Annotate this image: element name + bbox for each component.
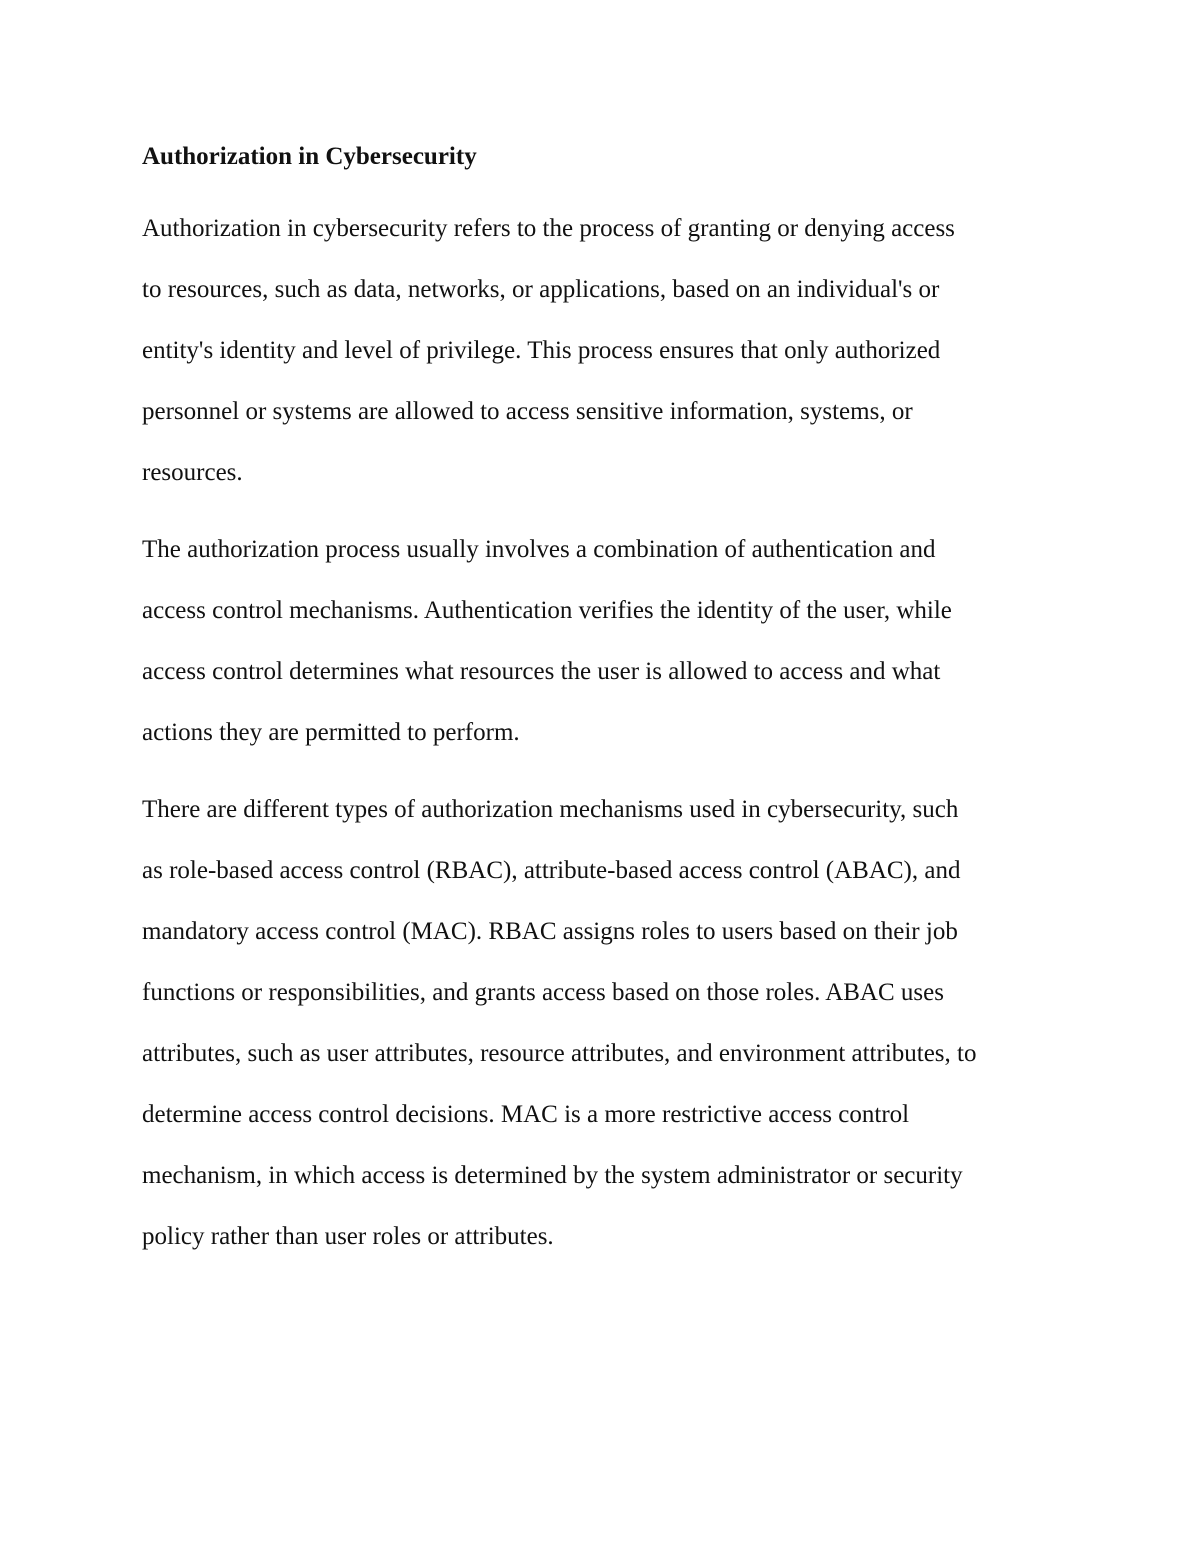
paragraph-line: attributes, such as user attributes, resource attributes, and environment attributes, to xyxy=(142,1040,977,1067)
paragraph-line: mechanism, in which access is determined by the system administrator or security xyxy=(142,1162,963,1189)
paragraph-line: access control mechanisms. Authentication verifies the identity of the user, while xyxy=(142,597,952,624)
paragraph-line: policy rather than user roles or attributes. xyxy=(142,1223,554,1250)
paragraph-2 xyxy=(142,519,1072,763)
paragraph-line: mandatory access control (MAC). RBAC assigns roles to users based on their job xyxy=(142,918,958,945)
paragraph-1 xyxy=(142,198,1072,503)
paragraph-line: functions or responsibilities, and grants access based on those roles. ABAC uses xyxy=(142,979,944,1006)
paragraph-line: to resources, such as data, networks, or applications, based on an individual's or xyxy=(142,276,940,303)
paragraph-line: The authorization process usually involves a combination of authentication and xyxy=(142,536,936,563)
paragraph-line: access control determines what resources the user is allowed to access and what xyxy=(142,658,941,685)
paragraph-line: Authorization in cybersecurity refers to the process of granting or denying access xyxy=(142,215,955,242)
document-title: Authorization in Cybersecurity xyxy=(142,143,477,170)
document-body xyxy=(142,138,1072,1283)
paragraph-line: There are different types of authorization mechanisms used in cybersecurity, such xyxy=(142,796,959,823)
paragraph-3 xyxy=(142,779,1072,1267)
paragraph-line: as role-based access control (RBAC), attribute-based access control (ABAC), and xyxy=(142,857,961,884)
paragraph-line: resources. xyxy=(142,459,243,486)
paragraph-line: actions they are permitted to perform. xyxy=(142,719,520,746)
paragraph-line: entity's identity and level of privilege. This process ensures that only authorized xyxy=(142,337,941,364)
paragraph-line: personnel or systems are allowed to access sensitive information, systems, or xyxy=(142,398,913,425)
paragraph-line: determine access control decisions. MAC is a more restrictive access control xyxy=(142,1101,910,1128)
